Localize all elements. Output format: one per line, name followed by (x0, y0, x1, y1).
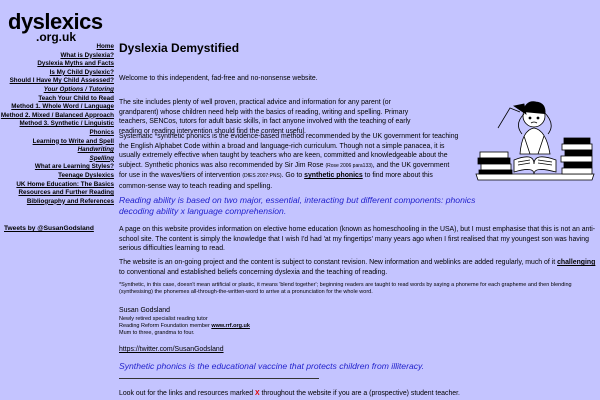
child-reading-illustration (474, 88, 596, 192)
footnote: *Synthetic, in this case, doesn't mean artificial or plastic, it means 'blend together'; beginning readers are taught to read words by saying a phoneme for each grapheme and then blending (synthesising) the phonemes all-through-the-written-word to arrive at a pronunciation for the whole word. (119, 282, 572, 296)
sidebar-item-method-3-synthetic-linguistic[interactable]: Method 3. Synthetic / Linguistic (19, 120, 114, 128)
sidebar-item-what-are-learning-styles[interactable]: What are Learning Styles? (34, 163, 114, 171)
rrf-link[interactable]: www.rrf.org.uk (211, 323, 250, 329)
lookout-paragraph: Look out for the links and resources marked X throughout the website if you are a (prospective) student teacher. (119, 390, 460, 397)
signature-line-1: Newly retired specialist reading tutor (119, 316, 208, 322)
sidebar-item-method-1-whole-word-language[interactable]: Method 1. Whole Word / Language (11, 103, 114, 111)
synthetic-phonics-paragraph: Systematic *synthetic phonics is the evidence-based method recommended by the UK government for teaching the English Alphabet Code within a broad and language-rich curriculum. Though not a simple panacea, it is usually extremely effective when taught by teachers who are keen, committed and knowledgeable about the subject. Synthetic phonics was also recommended by Sir Jim Rose (Rose 2006 para133), and the UK government for use in the waves/tiers of intervention (DfES 2007:PNS). Go to synthetic phonics to find more about this common-sense way to teach reading and spelling. (119, 133, 459, 190)
sidebar-item-uk-home-education-the-basics[interactable]: UK Home Education: The Basics (16, 180, 114, 188)
sidebar-item-phonics[interactable]: Phonics (89, 128, 114, 136)
ongoing-project-paragraph: The website is an on-going project and the content is subject to constant revision. New information and weblinks are added regularly, much of it challenging to conventional and established beliefs concerning dyslexia and the teaching of reading. (119, 259, 596, 276)
divider (119, 378, 319, 379)
page-title: Dyslexia Demystified (119, 41, 240, 55)
tagline-reading-ability: Reading ability is based on two major, essential, interacting but different components: phonics decoding ability x language comprehension. (119, 195, 476, 216)
home-education-paragraph: A page on this website provides information on elective home education (known as homeschooling in the USA), but I must emphasise that this is not an anti-school site. The content is simply the knowledge that I wish I'd had 'at my fingertips' many years ago when I first realised that my youngest son was having serious difficulties learning to read. (119, 226, 596, 253)
signature-line-2: Reading Reform Foundation member www.rrf.org.uk (119, 323, 250, 329)
student-marker-x: X (254, 390, 260, 397)
sidebar-item-is-my-child-dyslexic[interactable]: Is My Child Dyslexic? (49, 68, 114, 76)
rose-reference: (Rose 2006 para133) (325, 162, 373, 169)
sidebar-item-resources-and-further-reading[interactable]: Resources and Further Reading (18, 189, 114, 197)
site-logo[interactable] (8, 9, 118, 43)
synthetic-phonics-link[interactable]: synthetic phonics (304, 172, 363, 180)
logo-sub: .org.uk (36, 30, 77, 44)
sidebar-item-should-i-have-my-child-assessed[interactable]: Should I Have My Child Assessed? (9, 77, 114, 85)
sidebar-item-home[interactable]: Home (96, 43, 114, 50)
signature-line-3: Mum to three, grandma to four. (119, 330, 195, 336)
sidebar-item-what-is-dyslexia[interactable]: What is Dyslexia? (60, 51, 114, 59)
sidebar-item-handwriting[interactable]: Handwriting (77, 146, 114, 154)
signature-name: Susan Godsland (119, 307, 170, 314)
sidebar-item-teach-your-child-to-read[interactable]: Teach Your Child to Read (38, 94, 114, 102)
dfes-reference: (DfES 2007:PNS) (242, 173, 282, 180)
sidebar-item-spelling[interactable]: Spelling (89, 154, 114, 162)
sidebar-item-bibliography-and-references[interactable]: Bibliography and References (26, 197, 114, 205)
challenging-link[interactable]: challenging (557, 259, 596, 266)
sidebar-nav (0, 43, 114, 206)
sidebar-item-your-options-tutoring[interactable]: Your Options / Tutoring (43, 85, 114, 93)
sidebar-item-learning-to-write-and-spell[interactable]: Learning to Write and Spell (32, 137, 114, 145)
sidebar-item-dyslexia-myths-and-facts[interactable]: Dyslexia Myths and Facts (37, 60, 114, 68)
logo-main: dyslexics (8, 9, 103, 34)
sidebar-item-teenage-dyslexics[interactable]: Teenage Dyslexics (58, 171, 114, 179)
tagline-vaccine: Synthetic phonics is the educational vaccine that protects children from illiteracy. (119, 361, 425, 371)
welcome-text: Welcome to this independent, fad-free and no-nonsense website. (119, 75, 318, 82)
sidebar-item-method-2-mixed-balanced-approach[interactable]: Method 2. Mixed / Balanced Approach (0, 111, 114, 119)
intro-paragraph: The site includes plenty of well proven, practical advice and information for any parent (or grandparent) whose children need help with the basics of reading, writing and spelling. Primary teachers, SENCos, tutors for adult basic skills, in fact anyone involved with the teaching of early reading or reading intervention should find the content useful. (119, 99, 411, 135)
twitter-url-link[interactable]: https://twitter.com/SusanGodsland (119, 346, 224, 353)
twitter-link-sidebar[interactable]: Tweets by @SusanGodsland (4, 225, 94, 232)
